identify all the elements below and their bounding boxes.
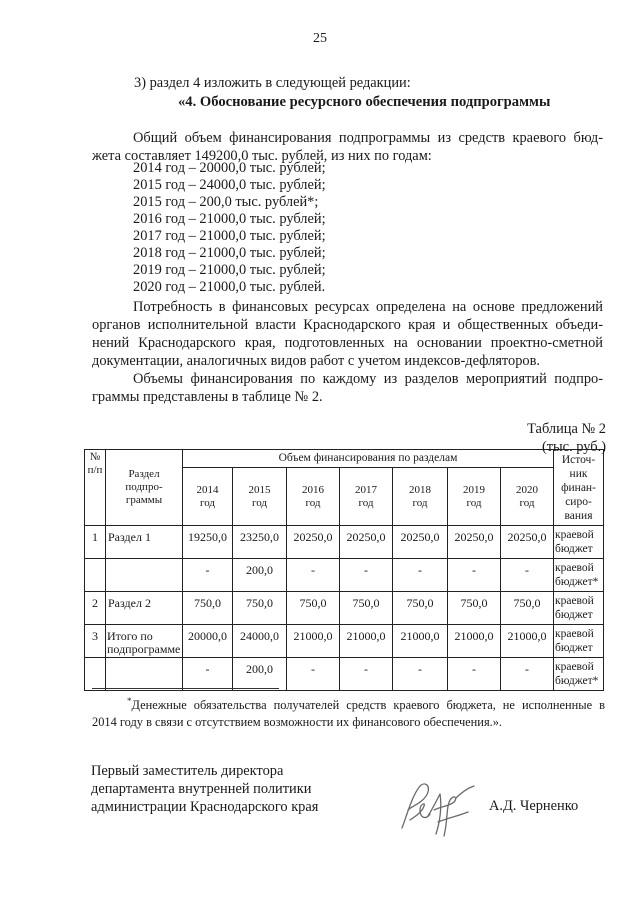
- row-value: 750,0: [448, 592, 501, 625]
- row-value: 20250,0: [501, 526, 554, 559]
- row-num: [85, 559, 106, 592]
- header-num: № п/п: [85, 450, 106, 526]
- table-row: [85, 625, 604, 658]
- footnote-text: Денежные обязательства получателей средств краевого бюджета, не исполненные в: [131, 698, 605, 713]
- row-value: 750,0: [393, 592, 448, 625]
- row-value: 750,0: [501, 592, 554, 625]
- row-section: [106, 559, 183, 592]
- row-value: 20250,0: [393, 526, 448, 559]
- yearly-funding-item: 2015 год – 24000,0 тыс. рублей;: [133, 177, 326, 193]
- signature-title-line: администрации Краснодарского края: [91, 799, 319, 815]
- row-value: 750,0: [287, 592, 340, 625]
- yearly-funding-item: 2015 год – 200,0 тыс. рублей*;: [133, 194, 319, 210]
- row-value: -: [448, 559, 501, 592]
- row-value: 750,0: [183, 592, 233, 625]
- funding-table: [84, 449, 604, 691]
- yearly-funding-item: 2018 год – 21000,0 тыс. рублей;: [133, 245, 326, 261]
- row-value: 200,0: [233, 559, 287, 592]
- header-year: 2017 год: [340, 468, 393, 526]
- row-num: [85, 658, 106, 691]
- table-units: (тыс. руб.): [541, 439, 606, 455]
- row-value: -: [183, 559, 233, 592]
- table-row: [85, 559, 604, 592]
- yearly-funding-list: [133, 160, 326, 296]
- needs-paragraph: [92, 298, 603, 370]
- funding-intro-line: Общий объем финансирования подпрограммы из средств краевого бюд-: [133, 130, 603, 146]
- row-value: -: [340, 559, 393, 592]
- signature-title: [91, 762, 318, 816]
- row-source: краевой бюджет: [554, 592, 604, 625]
- header-section: Раздел подпро-граммы: [106, 450, 183, 526]
- table-header-row: [85, 450, 604, 468]
- row-value: 24000,0: [233, 625, 287, 658]
- volumes-line: граммы представлены в таблице № 2.: [92, 389, 323, 405]
- header-year: 2016 год: [287, 468, 340, 526]
- volumes-line: Объемы финансирования по каждому из разделов мероприятий подпро-: [133, 371, 603, 387]
- row-value: 19250,0: [183, 526, 233, 559]
- row-source: краевой бюджет*: [554, 559, 604, 592]
- row-value: 21000,0: [393, 625, 448, 658]
- signature-title-line: Первый заместитель директора: [91, 763, 284, 779]
- yearly-funding-item: 2014 год – 20000,0 тыс. рублей;: [133, 160, 326, 176]
- row-source: краевой бюджет: [554, 526, 604, 559]
- row-value: 750,0: [233, 592, 287, 625]
- volumes-paragraph: [92, 370, 603, 406]
- needs-line: органов исполнительной власти Краснодарского края и общественных объеди-: [92, 317, 603, 333]
- row-value: 200,0: [233, 658, 287, 691]
- row-num: 3: [85, 625, 106, 658]
- yearly-funding-item: 2020 год – 21000,0 тыс. рублей.: [133, 279, 326, 295]
- yearly-funding-item: 2019 год – 21000,0 тыс. рублей;: [133, 262, 326, 278]
- header-year: 2020 год: [501, 468, 554, 526]
- row-value: 21000,0: [448, 625, 501, 658]
- row-section: Итого по подпрограмме: [106, 625, 183, 658]
- row-source: краевой бюджет: [554, 625, 604, 658]
- row-value: 20250,0: [448, 526, 501, 559]
- row-value: -: [501, 559, 554, 592]
- row-source: краевой бюджет*: [554, 658, 604, 691]
- row-value: -: [393, 658, 448, 691]
- yearly-funding-item: 2017 год – 21000,0 тыс. рублей;: [133, 228, 326, 244]
- footnote: [92, 693, 605, 731]
- needs-line: документации, аналогичных видов работ с учетом индексов-дефляторов.: [92, 353, 541, 369]
- row-value: 21000,0: [501, 625, 554, 658]
- header-year: 2015 год: [233, 468, 287, 526]
- header-volume-group: Объем финансирования по разделам: [183, 450, 554, 468]
- row-value: -: [340, 658, 393, 691]
- row-value: 20250,0: [340, 526, 393, 559]
- row-value: -: [287, 658, 340, 691]
- row-value: 23250,0: [233, 526, 287, 559]
- needs-line: Потребность в финансовых ресурсах определена на основе предложений: [133, 299, 603, 315]
- row-value: -: [393, 559, 448, 592]
- footnote-line-1: [92, 693, 605, 714]
- header-year: 2019 год: [448, 468, 501, 526]
- header-year: 2014 год: [183, 468, 233, 526]
- row-value: -: [183, 658, 233, 691]
- row-value: -: [501, 658, 554, 691]
- footnote-divider: [92, 688, 279, 689]
- table-row: [85, 592, 604, 625]
- footnote-line-2: 2014 году в связи с отсутствием возможности их финансового обеспечения.».: [92, 715, 503, 730]
- yearly-funding-item: 2016 год – 21000,0 тыс. рублей;: [133, 211, 326, 227]
- page-number: 25: [313, 31, 327, 46]
- section-heading: «4. Обоснование ресурсного обеспечения подпрограммы: [178, 94, 551, 110]
- handwritten-signature: [398, 776, 480, 840]
- row-section: [106, 658, 183, 691]
- signature-title-line: департамента внутренней политики: [91, 781, 312, 797]
- table-row: [85, 658, 604, 691]
- row-section: Раздел 2: [106, 592, 183, 625]
- header-year: 2018 год: [393, 468, 448, 526]
- intro-line: 3) раздел 4 изложить в следующей редакции:: [134, 75, 411, 91]
- needs-line: нений Краснодарского края, подготовленных на основании проектно-сметной: [92, 335, 603, 351]
- row-value: 20000,0: [183, 625, 233, 658]
- funding-intro-line: жета составляет 149200,0 тыс. рублей, из них по годам:: [92, 148, 432, 164]
- row-section: Раздел 1: [106, 526, 183, 559]
- table-row: [85, 526, 604, 559]
- row-value: 20250,0: [287, 526, 340, 559]
- row-value: 750,0: [340, 592, 393, 625]
- row-value: 21000,0: [340, 625, 393, 658]
- row-num: 1: [85, 526, 106, 559]
- row-value: 21000,0: [287, 625, 340, 658]
- header-source: Источ-ник финан-сиро-вания: [554, 450, 604, 526]
- signer-name: А.Д. Черненко: [489, 798, 579, 814]
- row-value: -: [287, 559, 340, 592]
- row-value: -: [448, 658, 501, 691]
- footnote-mark: *: [127, 696, 132, 706]
- row-num: 2: [85, 592, 106, 625]
- table-caption: Таблица № 2: [527, 421, 606, 437]
